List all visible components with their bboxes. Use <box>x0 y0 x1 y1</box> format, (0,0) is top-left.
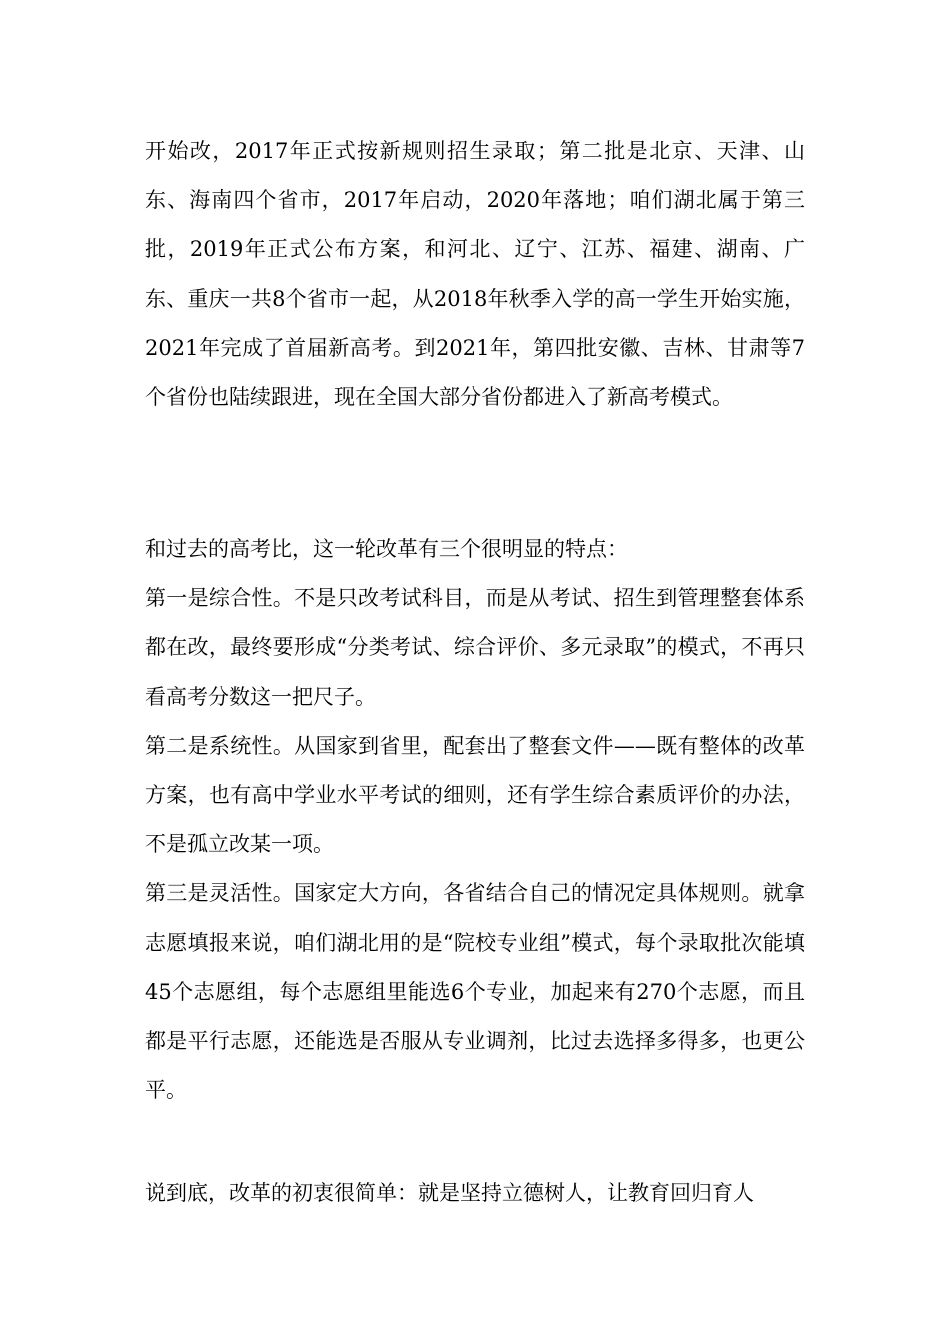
paragraph: 说到底，改革的初衷很简单：就是坚持立德树人，让教育回归育人 <box>145 1181 754 1205</box>
paragraph: 第二是系统性。从国家到省里，配套出了整套文件——既有整体的改革方案，也有高中学业水平考试的细则，还有学生综合素质评价的办法，不是孤立改某一项。 <box>145 733 805 857</box>
paragraph: 开始改，2017年正式按新规则招生录取；第二批是北京、天津、山东、海南四个省市，2017年启动，2020年落地；咱们湖北属于第三批，2019年正式公布方案，和河北、辽宁、江苏、福建、湖南、广东、重庆一共8个省市一起，从2018年秋季入学的高一学生开始实施，2021年完成了首届新高考。到2021年，第四批安徽、吉林、甘肃等7个省份也陆续跟进，现在全国大部分省份都进入了新高考模式。 <box>145 139 805 410</box>
document-section-2 <box>145 525 805 1115</box>
paragraph: 第一是综合性。不是只改考试科目，而是从考试、招生到管理整套体系都在改，最终要形成“分类考试、综合评价、多元录取”的模式，不再只看高考分数这一把尺子。 <box>145 586 805 709</box>
paragraph: 和过去的高考比，这一轮改革有三个很明显的特点： <box>145 537 628 561</box>
document-section-3 <box>145 1169 805 1218</box>
document-section-1 <box>145 127 805 422</box>
paragraph: 第三是灵活性。国家定大方向，各省结合自己的情况定具体规则。就拿志愿填报来说，咱们湖北用的是“院校专业组”模式，每个录取批次能填45个志愿组，每个志愿组里能选6个专业，加起来有270个志愿，而且都是平行志愿，还能选是否服从专业调剂，比过去选择多得多，也更公平。 <box>145 881 805 1103</box>
